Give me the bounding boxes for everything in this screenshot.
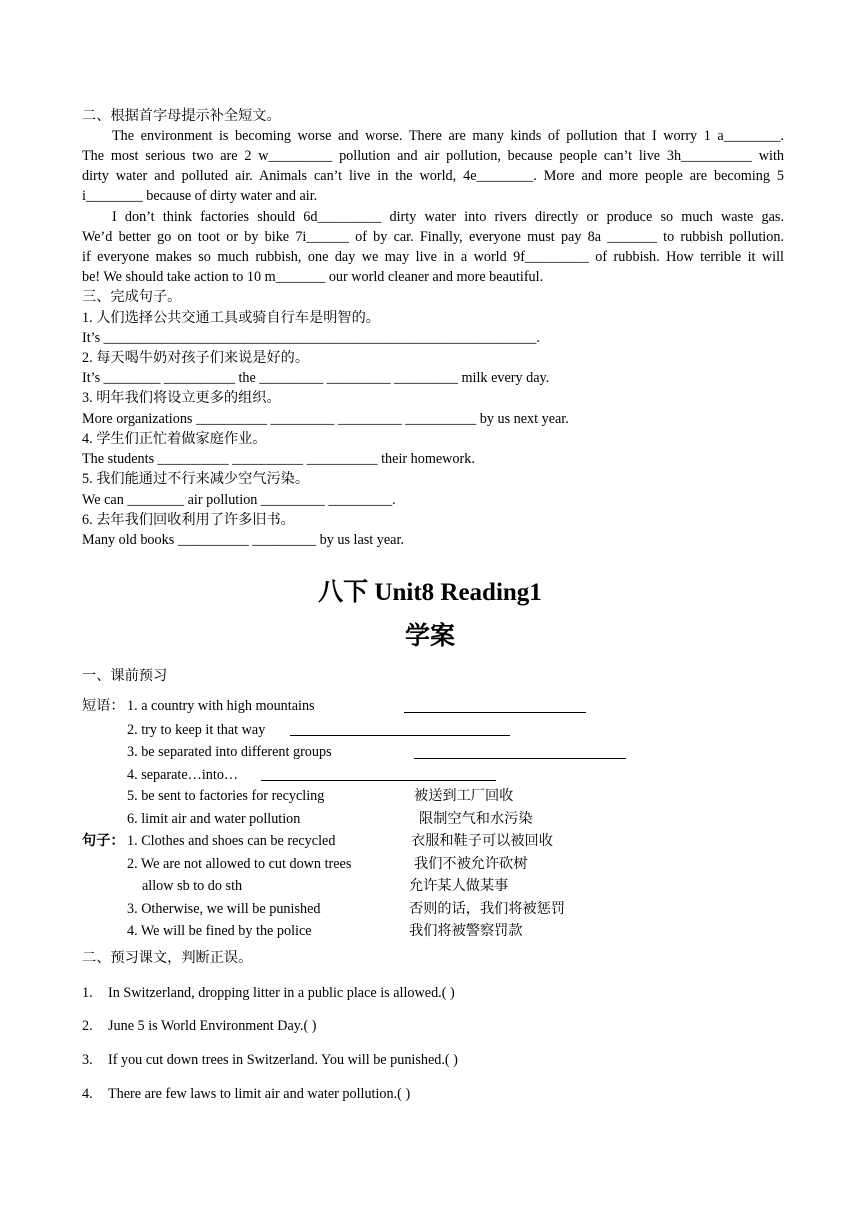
sentence-blank: Many old books __________ _________ by us last year. (82, 532, 404, 548)
judge-number: 3. (82, 1052, 93, 1068)
sentence-chinese: 3. 明年我们将设立更多的组织。 (82, 390, 281, 406)
passage-line: The most serious two are 2 w_________ pollution and air pollution, because people can’t live 3h__________ with (82, 148, 784, 164)
phrase-item: 4. separate…into… (127, 767, 239, 783)
sentence-item: 3. Otherwise, we will be punished (127, 901, 321, 917)
sentence-chinese: 6. 去年我们回收利用了许多旧书。 (82, 512, 295, 528)
passage-line: dirty water and polluted air. Animals can’t live in the world, 4e________. More and more people are becoming 5 (82, 168, 784, 184)
sentence-item: 2. We are not allowed to cut down trees (127, 856, 352, 872)
sentence-blank: More organizations __________ _________ _________ __________ by us next year. (82, 411, 569, 427)
phrase-item: 5. be sent to factories for recycling (127, 788, 325, 804)
sentence-translation: 我们不被允许砍树 (414, 856, 528, 872)
page-title: 八下 Unit8 Reading1 (318, 579, 542, 606)
phrase-item: 2. try to keep it that way (127, 722, 266, 738)
judge-item: If you cut down trees in Switzerland. You will be punished.( ) (108, 1052, 458, 1068)
judge-heading: 二、预习课文，判断正误。 (82, 950, 253, 966)
sentence-chinese: 1. 人们选择公共交通工具或骑自行车是明智的。 (82, 310, 380, 326)
preview-heading: 一、课前预习 (82, 668, 168, 684)
judge-item: There are few laws to limit air and water pollution.( ) (108, 1086, 411, 1102)
page-subtitle: 学案 (404, 623, 455, 650)
sentence-translation: 衣服和鞋子可以被回收 (411, 833, 553, 849)
sentence-blank: We can ________ air pollution _________ _________. (82, 492, 396, 508)
passage-line: be! We should take action to 10 m_______ our world cleaner and more beautiful. (82, 269, 544, 285)
judge-item: In Switzerland, dropping litter in a public place is allowed.( ) (108, 985, 455, 1001)
sentence-translation: 我们将被警察罚款 (409, 923, 523, 939)
section3-heading: 三、完成句子。 (82, 289, 182, 305)
section2-heading: 二、根据首字母提示补全短文。 (82, 108, 281, 124)
judge-number: 1. (82, 985, 93, 1001)
sentence-chinese: 2. 每天喝牛奶对孩子们来说是好的。 (82, 350, 310, 366)
phrase-translation: 限制空气和水污染 (419, 811, 533, 827)
sentence-item: 4. We will be fined by the police (127, 923, 312, 939)
passage-line: We’d better go on toot or by bike 7i______ of by car. Finally, everyone must pay 8a _______ to rubbish pollution. (82, 229, 784, 245)
sentence-blank: It’s _____________________________________________________________. (82, 330, 540, 346)
judge-item: June 5 is World Environment Day.( ) (108, 1018, 317, 1034)
passage-line: The environment is becoming worse and worse. There are many kinds of pollution that I worry 1 a________. (112, 128, 784, 144)
judge-number: 2. (82, 1018, 93, 1034)
answer-line (290, 735, 510, 736)
sentence-item: 1. Clothes and shoes can be recycled (127, 833, 336, 849)
sentence-blank: The students __________ __________ __________ their homework. (82, 451, 475, 467)
sentence-chinese: 4. 学生们正忙着做家庭作业。 (82, 431, 267, 447)
phrase-translation: 被送到工厂回收 (414, 788, 514, 804)
sentence-translation: 允许某人做某事 (409, 878, 509, 894)
passage-line: if everyone makes so much rubbish, one day we may live in a world 9f_________ of rubbish. How terrible it will (82, 249, 784, 265)
phrase-item: 6. limit air and water pollution (127, 811, 301, 827)
answer-line (261, 780, 496, 781)
passage-line: I don’t think factories should 6d_________ dirty water into rivers directly or produce so much waste gas. (112, 209, 784, 225)
answer-line (414, 758, 626, 759)
sentence-label: 句子： (82, 833, 125, 849)
sentence-item: allow sb to do sth (142, 878, 243, 894)
phrase-item: 3. be separated into different groups (127, 744, 332, 760)
phrase-item: 1. a country with high mountains (127, 698, 315, 714)
sentence-chinese: 5. 我们能通过不行来减少空气污染。 (82, 471, 310, 487)
answer-line (404, 712, 586, 713)
judge-number: 4. (82, 1086, 93, 1102)
phrase-label: 短语： (82, 698, 125, 714)
sentence-translation: 否则的话，我们将被惩罚 (409, 901, 566, 917)
passage-line: i________ because of dirty water and air. (82, 188, 318, 204)
sentence-blank: It’s ________ __________ the _________ _________ _________ milk every day. (82, 370, 550, 386)
